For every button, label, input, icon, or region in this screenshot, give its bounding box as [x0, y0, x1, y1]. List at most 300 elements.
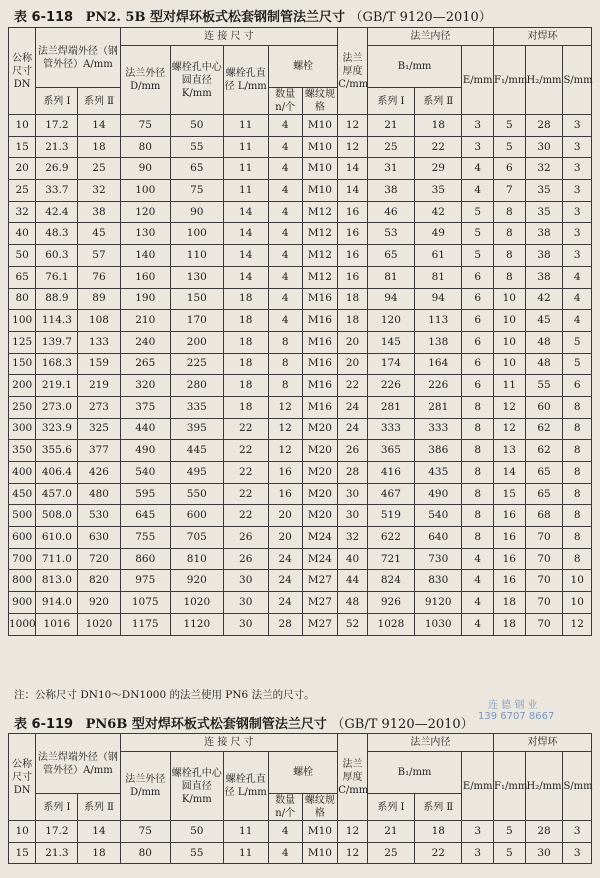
table-cell: 5 — [494, 115, 526, 137]
header-cell: 法兰内径 — [367, 28, 493, 46]
table-cell: 22 — [223, 483, 268, 505]
table-cell: 350 — [9, 440, 36, 462]
table-title: PN6B 型对焊环板式松套钢制管法兰尺寸 — [85, 717, 327, 732]
table-cell: 113 — [415, 310, 462, 332]
table-cell: 70 — [525, 613, 563, 635]
header-row — [9, 734, 592, 752]
table-cell: 150 — [9, 353, 36, 375]
table-cell: 35 — [525, 180, 563, 202]
table-cell: 320 — [120, 375, 171, 397]
table-number: 表 6-118 — [14, 10, 74, 25]
table-cell: 65 — [367, 245, 414, 267]
table-cell: 30 — [223, 592, 268, 614]
header-cell: 对焊环 — [494, 28, 592, 46]
table-cell: 210 — [120, 310, 171, 332]
table-cell: 16 — [494, 570, 526, 592]
table-cell: 8 — [268, 353, 302, 375]
table-cell: 16 — [268, 483, 302, 505]
table-cell: 8 — [462, 462, 494, 484]
table-cell: 24 — [338, 396, 367, 418]
table-cell: 29 — [415, 158, 462, 180]
table-cell: 70 — [525, 570, 563, 592]
table-cell: 824 — [367, 570, 414, 592]
header-cell: S/mm — [563, 752, 592, 821]
table-cell: 333 — [415, 418, 462, 440]
table-cell: M10 — [302, 842, 338, 864]
table-cell: 8 — [563, 440, 592, 462]
table-cell: 813.0 — [36, 570, 78, 592]
table-cell: 18 — [415, 821, 462, 843]
table-cell: 18 — [494, 592, 526, 614]
table-cell: 16 — [268, 462, 302, 484]
table-note: 注：公称尺寸 DN10～DN1000 的法兰使用 PN6 法兰的尺寸。 — [14, 689, 315, 701]
table-cell: 18 — [223, 396, 268, 418]
table-cell: 62 — [525, 440, 563, 462]
table-cell: 830 — [415, 570, 462, 592]
table-cell: 38 — [525, 223, 563, 245]
table-cell: 140 — [120, 245, 171, 267]
table-cell: 14 — [223, 201, 268, 223]
table-cell: M24 — [302, 548, 338, 570]
table-cell: 10 — [563, 570, 592, 592]
header-cell: H₂/mm — [525, 752, 563, 821]
table-cell: 281 — [367, 396, 414, 418]
table-cell: 595 — [120, 483, 171, 505]
table-cell: M16 — [302, 331, 338, 353]
table-cell: 3 — [563, 180, 592, 202]
table-cell: 280 — [171, 375, 224, 397]
table-cell: 500 — [9, 505, 36, 527]
table-cell: 4 — [563, 288, 592, 310]
table-cell: 8 — [462, 483, 494, 505]
table-cell: M27 — [302, 570, 338, 592]
table-cell: 300 — [9, 418, 36, 440]
table-cell: 35 — [525, 201, 563, 223]
header-cell: E/mm — [462, 752, 494, 821]
table-cell: 226 — [367, 375, 414, 397]
table-cell: 8 — [563, 548, 592, 570]
table-cell: 975 — [120, 570, 171, 592]
table-cell: 4 — [268, 115, 302, 137]
table-cell: 120 — [120, 201, 171, 223]
table-cell: 76 — [78, 266, 120, 288]
table-cell: 10 — [494, 353, 526, 375]
table-cell: 4 — [268, 201, 302, 223]
header-cell: 公称尺寸DN — [9, 28, 36, 115]
table-cell: 38 — [525, 245, 563, 267]
table-cell: 3 — [563, 158, 592, 180]
table-cell: 20 — [268, 505, 302, 527]
table-cell: 16 — [338, 266, 367, 288]
table-cell: 110 — [171, 245, 224, 267]
header-cell: 法兰内径 — [367, 734, 493, 752]
table-cell: 70 — [525, 527, 563, 549]
table-cell: 1120 — [171, 613, 224, 635]
header-cell: 法兰外径 D/mm — [120, 752, 171, 821]
table-cell: 355.6 — [36, 440, 78, 462]
table-row — [9, 310, 592, 332]
table-cell: M16 — [302, 396, 338, 418]
header-cell: 法兰焊端外径（钢管外径）A/mm — [36, 734, 120, 794]
table-cell: 31 — [367, 158, 414, 180]
table-cell: 90 — [171, 201, 224, 223]
table-cell: 26 — [223, 527, 268, 549]
table-cell: 160 — [120, 266, 171, 288]
table-cell: 11 — [223, 180, 268, 202]
table-cell: 18 — [223, 353, 268, 375]
table-cell: 18 — [494, 613, 526, 635]
table-cell: 10 — [494, 288, 526, 310]
table-cell: M10 — [302, 180, 338, 202]
header-cell: 螺栓孔直径 L/mm — [223, 752, 268, 821]
table-cell: 14 — [338, 158, 367, 180]
header-row — [9, 28, 592, 46]
table-cell: 720 — [78, 548, 120, 570]
header-cell: 螺栓 — [268, 46, 337, 88]
table-cell: 406.4 — [36, 462, 78, 484]
table-cell: 65 — [525, 483, 563, 505]
table-cell: 38 — [78, 201, 120, 223]
table-cell: 25 — [78, 158, 120, 180]
table-cell: 225 — [171, 353, 224, 375]
table-cell: 174 — [367, 353, 414, 375]
table-cell: 5 — [462, 245, 494, 267]
table-cell: 450 — [9, 483, 36, 505]
table-cell: 6 — [462, 288, 494, 310]
table-cell: 519 — [367, 505, 414, 527]
table-cell: M10 — [302, 158, 338, 180]
table-cell: 164 — [415, 353, 462, 375]
table-cell: 14 — [78, 821, 120, 843]
table-cell: 12 — [494, 418, 526, 440]
table-cell: 416 — [367, 462, 414, 484]
table-cell: 168.3 — [36, 353, 78, 375]
table-cell: M20 — [302, 462, 338, 484]
table-cell: 50 — [171, 821, 224, 843]
table-cell: 1075 — [120, 592, 171, 614]
table-cell: 80 — [120, 136, 171, 158]
table-cell: 1028 — [367, 613, 414, 635]
table-cell: 273.0 — [36, 396, 78, 418]
header-cell: 螺纹规格 — [302, 794, 338, 821]
table-cell: 42 — [525, 288, 563, 310]
table-cell: M27 — [302, 613, 338, 635]
table-cell: 18 — [78, 136, 120, 158]
table-cell: 5 — [563, 331, 592, 353]
table-cell: 20 — [9, 158, 36, 180]
table-cell: 550 — [171, 483, 224, 505]
table-cell: 100 — [120, 180, 171, 202]
table-cell: 5 — [494, 136, 526, 158]
table-cell: 8 — [563, 505, 592, 527]
table-cell: 48 — [525, 353, 563, 375]
header-cell: 系列 Ⅰ — [367, 88, 414, 115]
header-cell: 连 接 尺 寸 — [120, 28, 338, 46]
table-cell: 22 — [223, 462, 268, 484]
flange-table-118 — [8, 27, 592, 636]
table-cell: 10 — [9, 821, 36, 843]
table-cell: 3 — [462, 842, 494, 864]
table-cell: 4 — [268, 223, 302, 245]
table-cell: 14 — [494, 462, 526, 484]
table-cell: 8 — [462, 396, 494, 418]
table-cell: 28 — [338, 462, 367, 484]
table-cell: 21.3 — [36, 842, 78, 864]
table-cell: 6 — [462, 375, 494, 397]
table-cell: 26 — [223, 548, 268, 570]
table-cell: 900 — [9, 592, 36, 614]
table-cell: 60 — [525, 396, 563, 418]
table-cell: 55 — [171, 842, 224, 864]
table-cell: 640 — [415, 527, 462, 549]
table-cell: 12 — [268, 396, 302, 418]
table-cell: 18 — [338, 310, 367, 332]
table-cell: 5 — [563, 353, 592, 375]
table-cell: 920 — [78, 592, 120, 614]
table-cell: 810 — [171, 548, 224, 570]
table-cell: 20 — [338, 353, 367, 375]
table-cell: 18 — [223, 331, 268, 353]
header-cell: 法兰厚度 C/mm — [338, 734, 367, 821]
table-row — [9, 223, 592, 245]
table-cell: 17.2 — [36, 115, 78, 137]
table-cell: 81 — [367, 266, 414, 288]
header-cell: H₂/mm — [525, 46, 563, 115]
table-cell: M20 — [302, 418, 338, 440]
table-body — [9, 115, 592, 636]
table-cell: 365 — [367, 440, 414, 462]
table-cell: M20 — [302, 505, 338, 527]
table-cell: 490 — [415, 483, 462, 505]
table-cell: 14 — [223, 223, 268, 245]
table-cell: 28 — [525, 821, 563, 843]
table-cell: 24 — [268, 592, 302, 614]
table-cell: 8 — [563, 462, 592, 484]
table-cell: 18 — [415, 115, 462, 137]
table-row — [9, 396, 592, 418]
table-cell: 8 — [494, 245, 526, 267]
table-cell: 730 — [415, 548, 462, 570]
table-row — [9, 440, 592, 462]
table-cell: 76.1 — [36, 266, 78, 288]
table-cell: 14 — [78, 115, 120, 137]
table-119-caption — [14, 713, 474, 732]
table-cell: 467 — [367, 483, 414, 505]
table-cell: 3 — [462, 821, 494, 843]
table-cell: 130 — [171, 266, 224, 288]
table-cell: 600 — [9, 527, 36, 549]
header-cell: 螺栓 — [268, 752, 337, 794]
table-cell: 25 — [9, 180, 36, 202]
table-cell: 8 — [462, 527, 494, 549]
table-cell: 22 — [223, 440, 268, 462]
table-cell: 12 — [494, 396, 526, 418]
table-cell: 250 — [9, 396, 36, 418]
table-cell: 622 — [367, 527, 414, 549]
table-cell: 426 — [78, 462, 120, 484]
table-cell: 5 — [494, 842, 526, 864]
table-cell: 240 — [120, 331, 171, 353]
table-cell: 89 — [78, 288, 120, 310]
table-cell: 5 — [494, 821, 526, 843]
table-cell: 1030 — [415, 613, 462, 635]
table-cell: 61 — [415, 245, 462, 267]
header-cell: 螺栓孔中心圆直径 K/mm — [171, 752, 224, 821]
table-cell: 75 — [171, 180, 224, 202]
table-cell: 3 — [563, 115, 592, 137]
table-cell: 94 — [415, 288, 462, 310]
table-cell: 45 — [525, 310, 563, 332]
table-cell: 5 — [462, 201, 494, 223]
header-cell: 系列 Ⅰ — [36, 88, 78, 115]
table-cell: M16 — [302, 375, 338, 397]
table-cell: M24 — [302, 527, 338, 549]
table-cell: 386 — [415, 440, 462, 462]
table-cell: 3 — [563, 223, 592, 245]
table-cell: 6 — [462, 331, 494, 353]
table-cell: 18 — [223, 375, 268, 397]
table-cell: 130 — [120, 223, 171, 245]
table-cell: 65 — [9, 266, 36, 288]
table-cell: 395 — [171, 418, 224, 440]
table-cell: 8 — [462, 418, 494, 440]
header-cell: 螺栓孔中心圆直径 K/mm — [171, 46, 224, 115]
table-cell: 6 — [462, 310, 494, 332]
table-row — [9, 115, 592, 137]
table-cell: 4 — [268, 180, 302, 202]
table-cell: 926 — [367, 592, 414, 614]
table-cell: 10 — [494, 331, 526, 353]
table-cell: 49 — [415, 223, 462, 245]
table-cell: 55 — [525, 375, 563, 397]
table-cell: 1016 — [36, 613, 78, 635]
table-cell: 52 — [338, 613, 367, 635]
table-cell: 70 — [525, 548, 563, 570]
table-cell: 65 — [525, 462, 563, 484]
table-cell: 8 — [563, 483, 592, 505]
table-row — [9, 136, 592, 158]
table-cell: 40 — [9, 223, 36, 245]
table-cell: 4 — [268, 136, 302, 158]
table-cell: 12 — [563, 613, 592, 635]
table-row — [9, 331, 592, 353]
header-cell: 系列 Ⅱ — [415, 794, 462, 821]
table-cell: 3 — [563, 821, 592, 843]
table-cell: 11 — [223, 158, 268, 180]
table-cell: 38 — [525, 266, 563, 288]
table-cell: 16 — [494, 527, 526, 549]
table-118-caption — [14, 6, 492, 25]
table-cell: 138 — [415, 331, 462, 353]
table-cell: 32 — [338, 527, 367, 549]
table-cell: 26.9 — [36, 158, 78, 180]
table-cell: 30 — [223, 613, 268, 635]
table-cell: 3 — [462, 115, 494, 137]
table-cell: 457.0 — [36, 483, 78, 505]
table-cell: 33.7 — [36, 180, 78, 202]
table-cell: 6 — [563, 375, 592, 397]
table-cell: 145 — [367, 331, 414, 353]
table-cell: 80 — [9, 288, 36, 310]
table-cell: 90 — [120, 158, 171, 180]
table-cell: 1020 — [78, 613, 120, 635]
table-cell: 200 — [9, 375, 36, 397]
table-row — [9, 462, 592, 484]
table-title: PN2. 5B 型对焊环板式松套钢制管法兰尺寸 — [85, 10, 345, 25]
table-cell: 7 — [494, 180, 526, 202]
table-cell: 108 — [78, 310, 120, 332]
table-cell: 3 — [563, 842, 592, 864]
table-row — [9, 288, 592, 310]
table-cell: 4 — [462, 548, 494, 570]
table-cell: 16 — [338, 245, 367, 267]
table-cell: 8 — [563, 527, 592, 549]
table-row — [9, 180, 592, 202]
table-cell: 4 — [563, 310, 592, 332]
header-cell: 数量 n/个 — [268, 88, 302, 115]
table-cell: 11 — [223, 821, 268, 843]
table-cell: 22 — [415, 842, 462, 864]
table-cell: 16 — [494, 505, 526, 527]
table-cell: 4 — [268, 266, 302, 288]
table-row — [9, 592, 592, 614]
table-cell: 30 — [525, 842, 563, 864]
header-cell: F₁/mm — [494, 46, 526, 115]
table-cell: 11 — [223, 115, 268, 137]
table-row — [9, 842, 592, 864]
table-cell: 20 — [338, 331, 367, 353]
table-cell: 190 — [120, 288, 171, 310]
table-cell: 4 — [462, 570, 494, 592]
table-row — [9, 418, 592, 440]
table-cell: 14 — [223, 266, 268, 288]
table-cell: 133 — [78, 331, 120, 353]
table-row — [9, 201, 592, 223]
table-cell: 18 — [223, 310, 268, 332]
table-cell: 70 — [525, 592, 563, 614]
table-cell: 508.0 — [36, 505, 78, 527]
table-cell: 6 — [462, 353, 494, 375]
table-cell: 400 — [9, 462, 36, 484]
header-cell: 系列 Ⅱ — [78, 88, 120, 115]
table-cell: 100 — [9, 310, 36, 332]
table-cell: 18 — [78, 842, 120, 864]
table-cell: 25 — [367, 136, 414, 158]
table-cell: 42 — [415, 201, 462, 223]
table-cell: 15 — [9, 842, 36, 864]
table-cell: 490 — [120, 440, 171, 462]
table-row — [9, 505, 592, 527]
table-cell: 15 — [9, 136, 36, 158]
header-cell: B₁/mm — [367, 752, 462, 794]
table-cell: 30 — [525, 136, 563, 158]
table-cell: 325 — [78, 418, 120, 440]
table-cell: 16 — [494, 548, 526, 570]
table-cell: 4 — [268, 288, 302, 310]
table-cell: 11 — [494, 375, 526, 397]
table-cell: 226 — [415, 375, 462, 397]
table-cell: 8 — [494, 223, 526, 245]
watermark-name: 连 德 钢 业 — [488, 700, 538, 711]
table-cell: 14 — [338, 180, 367, 202]
table-cell: 8 — [268, 375, 302, 397]
table-cell: 645 — [120, 505, 171, 527]
table-cell: 81 — [415, 266, 462, 288]
table-cell: M12 — [302, 266, 338, 288]
table-cell: 35 — [415, 180, 462, 202]
table-cell: 14 — [223, 245, 268, 267]
table-cell: 3 — [462, 136, 494, 158]
